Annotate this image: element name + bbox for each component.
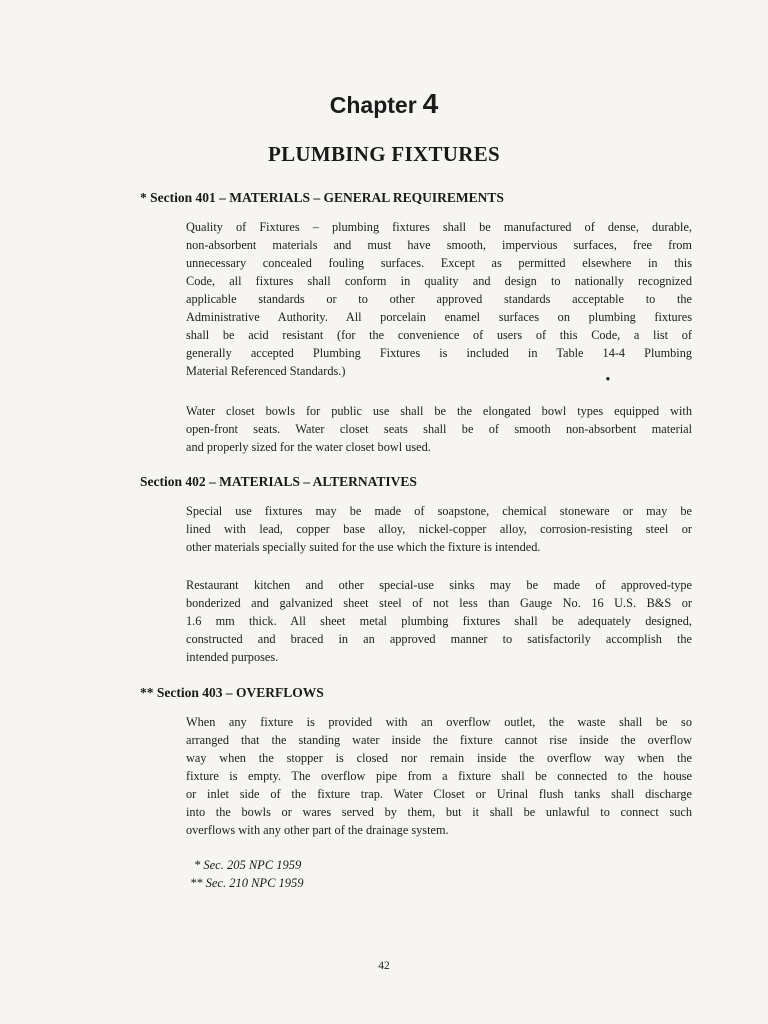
text-line: Special use fixtures may be made of soapstone, chemical stoneware or may be bbox=[186, 504, 692, 518]
bullet-mark: • bbox=[605, 372, 610, 386]
text-line: Code, all fixtures shall conform in quality and design to nationally recognized bbox=[186, 274, 692, 288]
text-line: generally accepted Plumbing Fixtures is included in Table 14-4 Plumbing bbox=[186, 346, 692, 360]
footnote: * Sec. 205 NPC 1959 bbox=[194, 858, 302, 872]
text-line: way when the stopper is closed nor remain inside the overflow way when the bbox=[186, 751, 692, 765]
text-line: and properly sized for the water closet bowl used. bbox=[186, 440, 431, 454]
text-line: Administrative Authority. All porcelain enamel surfaces on plumbing fixtures bbox=[186, 310, 692, 324]
footnotes bbox=[190, 856, 304, 892]
section-402-paragraph-1 bbox=[186, 502, 692, 556]
section-401-paragraph-1 bbox=[186, 218, 692, 386]
chapter-heading bbox=[0, 88, 768, 120]
text-line: Water closet bowls for public use shall be the elongated bowl types equipped with bbox=[186, 404, 692, 418]
text-line: overflows with any other part of the drainage system. bbox=[186, 823, 449, 837]
text-line: When any fixture is provided with an overflow outlet, the waste shall be so bbox=[186, 715, 692, 729]
text-line: constructed and braced in an approved manner to satisfactorily accomplish the bbox=[186, 632, 692, 646]
chapter-number: 4 bbox=[422, 88, 439, 119]
section-401-paragraph-2 bbox=[186, 402, 692, 456]
text-line: shall be acid resistant (for the convenience of users of this Code, a list of bbox=[186, 328, 692, 342]
section-403-paragraph-1 bbox=[186, 713, 692, 839]
text-line: applicable standards or to other approved standards acceptable to the bbox=[186, 292, 692, 306]
text-line: Material Referenced Standards.) bbox=[186, 364, 346, 378]
page-title: PLUMBING FIXTURES bbox=[267, 142, 501, 166]
text-line: unnecessary concealed fouling surfaces. Except as permitted elsewhere in this bbox=[186, 256, 692, 270]
text-line: non-absorbent materials and must have smooth, impervious surfaces, free from bbox=[186, 238, 692, 252]
page-number: 42 bbox=[378, 960, 390, 972]
text-line: or inlet side of the fixture trap. Water Closet or Urinal flush tanks shall discharge bbox=[186, 787, 692, 801]
section-402-paragraph-2 bbox=[186, 576, 692, 666]
text-line: open-front seats. Water closet seats shall be of smooth non-absorbent material bbox=[186, 422, 692, 436]
footnote: ** Sec. 210 NPC 1959 bbox=[190, 876, 304, 890]
text-line: intended purposes. bbox=[186, 650, 279, 664]
section-401-heading: * Section 401 – MATERIALS – GENERAL REQUIREMENTS bbox=[140, 190, 504, 205]
text-line: 1.6 mm thick. All sheet metal plumbing fixtures shall be adequately designed, bbox=[186, 614, 692, 628]
text-line: arranged that the standing water inside the fixture cannot rise inside the overflow bbox=[186, 733, 692, 747]
text-line: Quality of Fixtures – plumbing fixtures shall be manufactured of dense, durable, bbox=[186, 220, 692, 234]
text-line: fixture is empty. The overflow pipe from a fixture shall be connected to the house bbox=[186, 769, 692, 783]
text-line: lined with lead, copper base alloy, nickel-copper alloy, corrosion-resisting steel or bbox=[186, 522, 692, 536]
chapter-label: Chapter bbox=[329, 92, 417, 118]
text-line: into the bowls or wares served by them, but it shall be unlawful to connect such bbox=[186, 805, 692, 819]
text-line: Restaurant kitchen and other special-use sinks may be made of approved-type bbox=[186, 578, 692, 592]
text-line: other materials specially suited for the use which the fixture is intended. bbox=[186, 540, 541, 554]
text-line: bonderized and galvanized sheet steel of not less than Gauge No. 16 U.S. B&S or bbox=[186, 596, 692, 610]
section-403-heading: ** Section 403 – OVERFLOWS bbox=[140, 685, 324, 700]
section-402-heading: Section 402 – MATERIALS – ALTERNATIVES bbox=[140, 474, 417, 489]
